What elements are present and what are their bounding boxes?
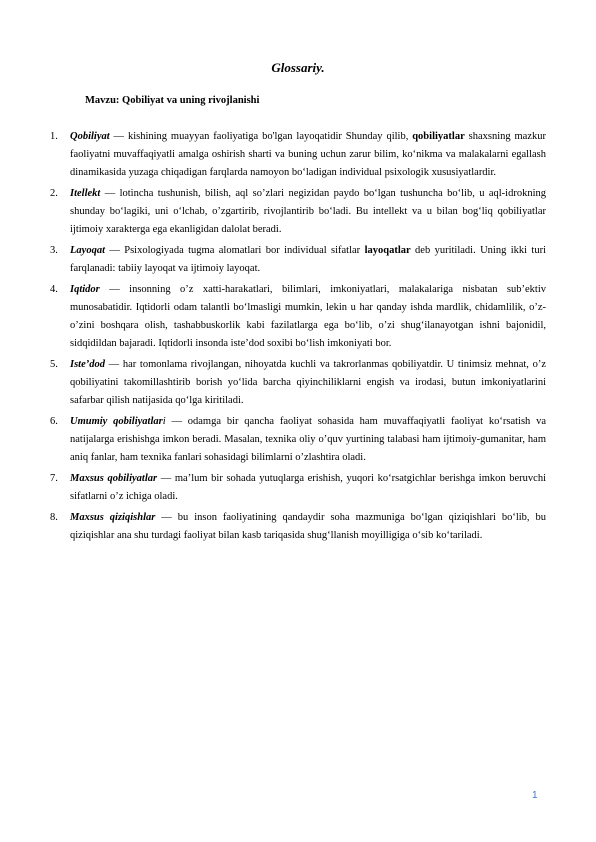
item-number: 4. <box>50 284 58 295</box>
page-title: Glossariy. <box>271 60 325 75</box>
term: Layoqat <box>70 245 105 256</box>
item-number: 8. <box>50 512 58 523</box>
glossary-list <box>0 128 596 548</box>
definition: — odamga bir qancha faoliyat sohasida ham muvaffaqiyatli faoliyat ko‘rsatish va natijalarga erishishga imkon beradi. Masalan, texnika oliy o’quv yurtining talabasi ham ijtimoiy-gumanitar, ham aniq fanlar, ham texnika fanlari sohasidagi bilimlarni o’zlashtira oladi. <box>70 416 547 463</box>
item-number: 7. <box>50 473 58 484</box>
definition: deb yuritiladi. Uning ikki turi farqlanadi: tabiiy layoqat va ijtimoiy layoqat. <box>70 245 546 274</box>
term-tail: i <box>162 416 166 427</box>
item-number: 2. <box>50 188 58 199</box>
definition: — har tomonlama rivojlangan, nihoyatda kuchli va takrorlanmas qobiliyatdir. U tinimsiz mehnat, o’z qobiliyatini takomillashtirib borish yo‘lida barcha qiyinchiliklarni engish va irodasi, butun imkoniyatlarini safarbar qilish natijasida qo‘lga kiritiladi. <box>70 359 546 406</box>
item-number: 1. <box>50 131 58 142</box>
definition: — insonning o’z xatti-harakatlari, bilimlari, imkoniyatlari, malakalariga nisbatan sub’ektiv munosabatidir. Iqtidorli odam talantli bo‘lmasligi mumkin, lekin u har qanday ishda mardlik, chidamlilik, o’z-o’zini boshqara olish, tashabbuskorlik kabi fazilatlarga ega bo‘lib, o’zi shug‘ilanayotgan ishni bajonidil, sidqidildan bajaradi. Iqtidorli insonda iste’dod soxibi bo‘lish imkoniyati bor. <box>70 284 546 349</box>
definition: — ma’lum bir sohada yutuqlarga erishish, yuqori ko‘rsatgichlar berishga imkon beruvchi sifatlarni o’z ichiga oladi. <box>70 473 546 502</box>
definition: — Psixologiyada tugma alomatlari bor individual sifatlar <box>105 245 365 256</box>
definition: — kishining muayyan faoliyatiga bo'lgan layoqatidir Shunday qilib, <box>109 131 413 142</box>
term: Maxsus qobiliyatlar <box>70 473 158 484</box>
item-number: 3. <box>50 245 58 256</box>
list-item <box>0 356 546 410</box>
item-number: 6. <box>50 416 58 427</box>
list-item <box>0 185 546 239</box>
list-item <box>0 509 546 545</box>
term: Umumiy qobiliyatlar <box>70 416 163 427</box>
item-number: 5. <box>50 359 58 370</box>
definition: — bu inson faoliyatining qandaydir soha mazmuniga bo‘lgan qiziqishlari bo‘lib, bu qiziqishlar ana shu turdagi faoliyat bilan kasb tariqasida shug‘llanish moyilligiga o‘sib ko‘tariladi. <box>70 512 546 541</box>
term: Maxsus qiziqishlar <box>70 512 156 523</box>
list-item <box>0 413 546 467</box>
term: Itellekt <box>70 188 101 199</box>
definition-bold: layoqatlar <box>364 245 411 256</box>
definition: — lotincha tushunish, bilish, aql so’zlari negizidan paydo bo‘lgan tushuncha bo‘lib, u aql-idrokning shunday bo‘lagiki, uni o‘lchab, o’zgartirib, rivojlantirib bo‘ladi. Bu intellekt va u bilan bog‘liq qobiliyatlar ijtimoiy xarakterga ega ekanligidan dalolat beradi. <box>70 188 546 235</box>
definition: shaxsning mazkur faoliyatni muvaffaqiyatli amalga oshirish sharti va buning uchun zarur bilim, ko‘nikma va malakalarni egallash dinamikasida yuzaga chiqadigan farqlarda namoyon bo‘ladigan individual psixologik xususiyatlardir. <box>70 131 546 178</box>
list-item <box>0 242 546 278</box>
definition-bold: qobiliyatlar <box>412 131 465 142</box>
list-item <box>0 281 546 353</box>
term: Iste’dod <box>70 359 105 370</box>
term: Qobiliyat <box>70 131 110 142</box>
topic-heading: Mavzu: Qobiliyat va uning rivojlanishi <box>85 95 260 106</box>
list-item <box>0 470 546 506</box>
list-item <box>0 128 546 182</box>
page-number: 1 <box>532 790 538 801</box>
term: Iqtidor <box>70 284 100 295</box>
